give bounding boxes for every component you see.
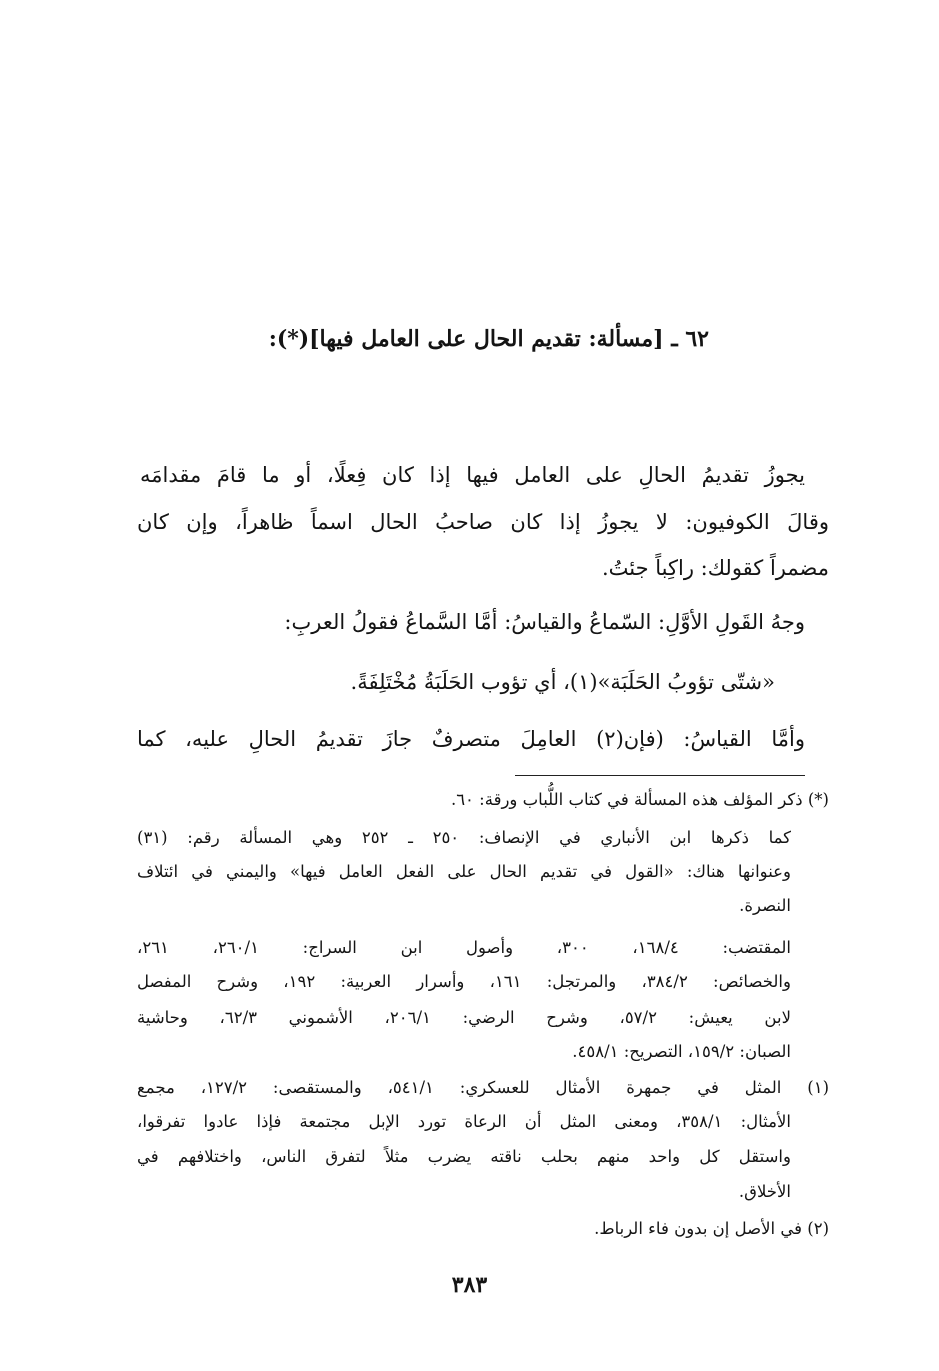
footnote-line: المقتضب: ١٦٨/٤، ٣٠٠، وأصول ابن السراج: ٢٦٠/١، ٢٦١، xyxy=(137,938,791,957)
body-line: مضمراً كقولك: راكِباً جئتُ. xyxy=(601,556,829,580)
footnote-line: الأخلاق. xyxy=(738,1182,791,1201)
footnote-line: (*) ذكر المؤلف هذه المسألة في كتاب اللُّباب ورقة: ٦٠. xyxy=(450,790,829,809)
page-number: ٣٨٣ xyxy=(451,1272,488,1298)
footnote-line: كما ذكرها ابن الأنباري في الإنصاف: ٢٥٠ ـ ٢٥٢ وهي المسألة رقم: (٣١) xyxy=(137,828,791,847)
body-line: وجهُ القَولِ الأوَّلِ: السّماعُ والقياسُ: أمَّا السَّماعُ فقولُ العربِ: xyxy=(284,610,805,634)
footnote-line: الصبان: ١٥٩/٢، التصريح: ٤٥٨/١. xyxy=(572,1042,791,1061)
body-line: وأمَّا القياسُ: (فإن(٢) العامِلَ متصرفٌ جازَ تقديمُ الحالِ عليه، كما xyxy=(137,727,805,751)
footnote-separator xyxy=(515,775,805,776)
body-line: يجوزُ تقديمُ الحالِ على العامل فيها إذا كان فِعلًا، أو ما قامَ مقدامَه xyxy=(140,463,805,487)
body-line: «شتّى تؤوبُ الحَلَبَة»(١)، أي تؤوب الحَلَبَةُ مُخْتَلِفَةً. xyxy=(350,670,775,694)
footnote-line: والخصائص: ٣٨٤/٢، والمرتجل: ١٦١، وأسرار العربية: ١٩٢، وشرح المفصل xyxy=(137,972,791,991)
footnote-line: النصرة. xyxy=(739,896,791,915)
footnote-line: الأمثال: ٣٥٨/١، ومعنى المثل أن الرعاة تورد الإبل مجتمعة فإذا عادوا تفرقوا، xyxy=(137,1112,791,1131)
footnote-line: (١) المثل في جمهرة الأمثال للعسكري: ٥٤١/١، والمستقصى: ١٢٧/٢، مجمع xyxy=(137,1078,829,1097)
footnote-line: لابن يعيش: ٥٧/٢، وشرح الرضي: ٢٠٦/١، الأشموني ٦٢/٣، وحاشية xyxy=(137,1008,791,1027)
footnote-line: وعنوانها هناك: «القول في تقديم الحال على الفعل العامل فيها» واليمني في ائتلاف xyxy=(137,862,791,881)
footnote-line: واستقل كل واحد منهم بحلب ناقته يضرب مثلاً لتفرق الناس، واختلافهم في xyxy=(137,1147,791,1166)
footnote-line: (٢) في الأصل إن بدون فاء الرباط. xyxy=(594,1219,829,1238)
body-line: وقالَ الكوفيون: لا يجوزُ إذا كان صاحبُ الحال اسماً ظاهراً، وإن كان xyxy=(137,510,829,534)
section-heading: ٦٢ ـ [مسألة: تقديم الحال على العامل فيها](*): xyxy=(268,326,709,352)
